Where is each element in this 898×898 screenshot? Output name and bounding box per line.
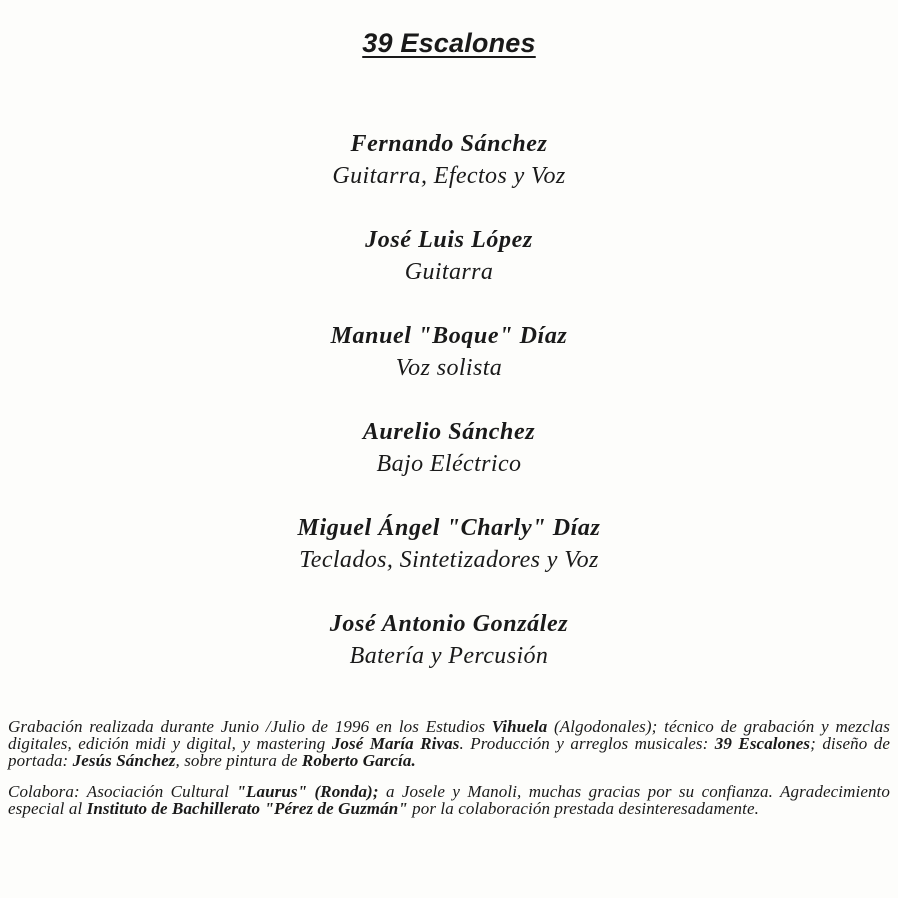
member-name: José Antonio González bbox=[329, 611, 569, 637]
member-entry bbox=[0, 416, 898, 512]
studio-name: Vihuela bbox=[491, 717, 548, 736]
credits-section bbox=[8, 718, 890, 831]
member-name: José Luis López bbox=[365, 227, 533, 253]
credit-text: . Producción y arreglos musicales: bbox=[459, 734, 715, 753]
member-entry bbox=[0, 320, 898, 416]
member-name: Fernando Sánchez bbox=[350, 131, 548, 157]
member-name: Manuel "Boque" Díaz bbox=[330, 323, 568, 349]
designer-name: Jesús Sánchez bbox=[72, 751, 176, 770]
member-entry bbox=[0, 512, 898, 608]
member-entry bbox=[0, 608, 898, 704]
credit-text: ; diseño de portada: bbox=[8, 734, 890, 770]
member-role: Teclados, Sintetizadores y Voz bbox=[299, 547, 599, 573]
member-role: Guitarra, Efectos y Voz bbox=[332, 163, 566, 189]
member-role: Guitarra bbox=[404, 259, 494, 285]
credit-text: , sobre pintura de bbox=[175, 751, 302, 770]
credit-text: a Josele y Manoli, muchas gracias por su confianza. Agradecimiento especial al bbox=[8, 782, 890, 818]
member-role: Batería y Percusión bbox=[349, 643, 549, 669]
band-title: 39 Escalones bbox=[362, 28, 536, 58]
member-entry bbox=[0, 224, 898, 320]
credit-text: por la colaboración prestada desinteresadamente. bbox=[407, 799, 759, 818]
credit-text: Colabora: Asociación Cultural bbox=[8, 782, 237, 801]
recording-credits-paragraph bbox=[8, 718, 890, 769]
credit-text: Grabación realizada durante Junio /Julio de 1996 en los Estudios bbox=[8, 717, 492, 736]
producer-name: 39 Escalones bbox=[714, 734, 811, 753]
member-name: Aurelio Sánchez bbox=[362, 419, 536, 445]
association-name: "Laurus" (Ronda); bbox=[236, 782, 379, 801]
acknowledgements-paragraph bbox=[8, 783, 890, 817]
member-role: Bajo Eléctrico bbox=[376, 451, 522, 477]
member-role: Voz solista bbox=[395, 355, 503, 381]
credit-text: (Algodonales); técnico de grabación y mezclas digitales, edición midi y digital, y mastering bbox=[8, 717, 890, 753]
members-list bbox=[0, 128, 898, 704]
engineer-name: José María Rivas bbox=[331, 734, 460, 753]
institute-name: Instituto de Bachillerato "Pérez de Guzmán" bbox=[86, 799, 408, 818]
member-name: Miguel Ángel "Charly" Díaz bbox=[297, 515, 601, 541]
painter-name: Roberto García. bbox=[301, 751, 416, 770]
member-entry bbox=[0, 128, 898, 224]
